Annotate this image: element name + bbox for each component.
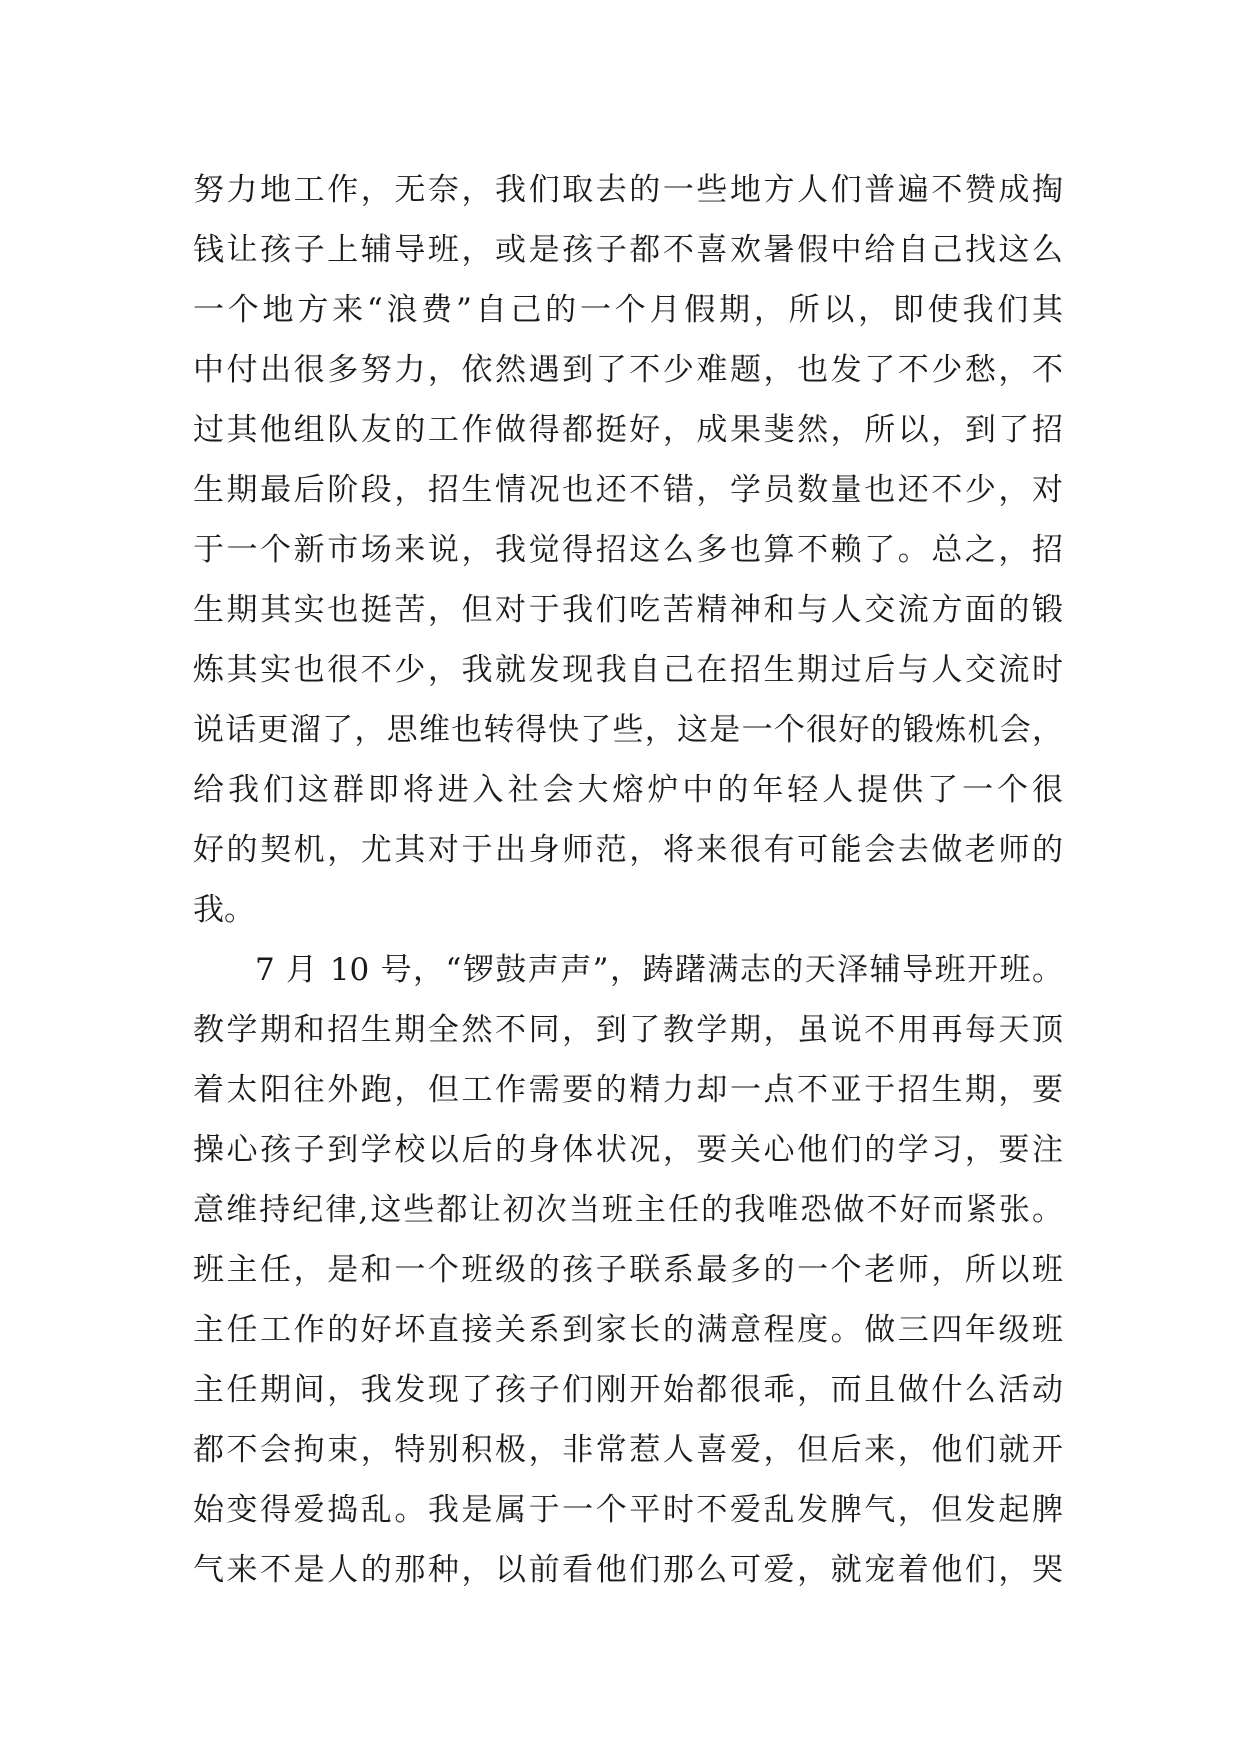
text-line: 生期最后阶段，招生情况也还不错，学员数量也还不少，对 xyxy=(193,472,1063,508)
text-line: 中付出很多努力，依然遇到了不少难题，也发了不少愁，不 xyxy=(193,352,1063,388)
text-line: 炼其实也很不少，我就发现我自己在招生期过后与人交流时 xyxy=(193,652,1063,688)
text-line: 意维持纪律,这些都让初次当班主任的我唯恐做不好而紧张。 xyxy=(193,1192,1063,1228)
text-line: 过其他组队友的工作做得都挺好，成果斐然，所以，到了招 xyxy=(193,412,1063,448)
text-line: 于一个新市场来说，我觉得招这么多也算不赖了。总之，招 xyxy=(193,532,1063,568)
text-line: 操心孩子到学校以后的身体状况，要关心他们的学习，要注 xyxy=(193,1132,1063,1168)
paragraph-start-line: 7 月 10 号，“锣鼓声声”，踌躇满志的天泽辅导班开班。 xyxy=(255,952,1063,988)
text-line: 主任期间，我发现了孩子们刚开始都很乖，而且做什么活动 xyxy=(193,1372,1063,1408)
text-line: 一个地方来“浪费”自己的一个月假期，所以，即使我们其 xyxy=(193,292,1063,328)
body-text xyxy=(193,160,1063,1600)
text-line: 好的契机，尤其对于出身师范，将来很有可能会去做老师的 xyxy=(193,832,1063,868)
text-line: 主任工作的好坏直接关系到家长的满意程度。做三四年级班 xyxy=(193,1312,1063,1348)
text-line: 气来不是人的那种，以前看他们那么可爱，就宠着他们，哭 xyxy=(193,1552,1063,1588)
text-line: 生期其实也挺苦，但对于我们吃苦精神和与人交流方面的锻 xyxy=(193,592,1063,628)
paragraph-end-line: 我。 xyxy=(193,892,255,928)
text-line: 说话更溜了，思维也转得快了些，这是一个很好的锻炼机会， xyxy=(193,712,1063,748)
text-line: 给我们这群即将进入社会大熔炉中的年轻人提供了一个很 xyxy=(193,772,1063,808)
text-line: 班主任，是和一个班级的孩子联系最多的一个老师，所以班 xyxy=(193,1252,1063,1288)
text-line: 始变得爱捣乱。我是属于一个平时不爱乱发脾气，但发起脾 xyxy=(193,1492,1063,1528)
text-line: 着太阳往外跑，但工作需要的精力却一点不亚于招生期，要 xyxy=(193,1072,1063,1108)
text-line: 钱让孩子上辅导班，或是孩子都不喜欢暑假中给自己找这么 xyxy=(193,232,1063,268)
text-line: 都不会拘束，特别积极，非常惹人喜爱，但后来，他们就开 xyxy=(193,1432,1063,1468)
text-line: 努力地工作，无奈，我们取去的一些地方人们普遍不赞成掏 xyxy=(193,172,1063,208)
text-line: 教学期和招生期全然不同，到了教学期，虽说不用再每天顶 xyxy=(193,1012,1063,1048)
